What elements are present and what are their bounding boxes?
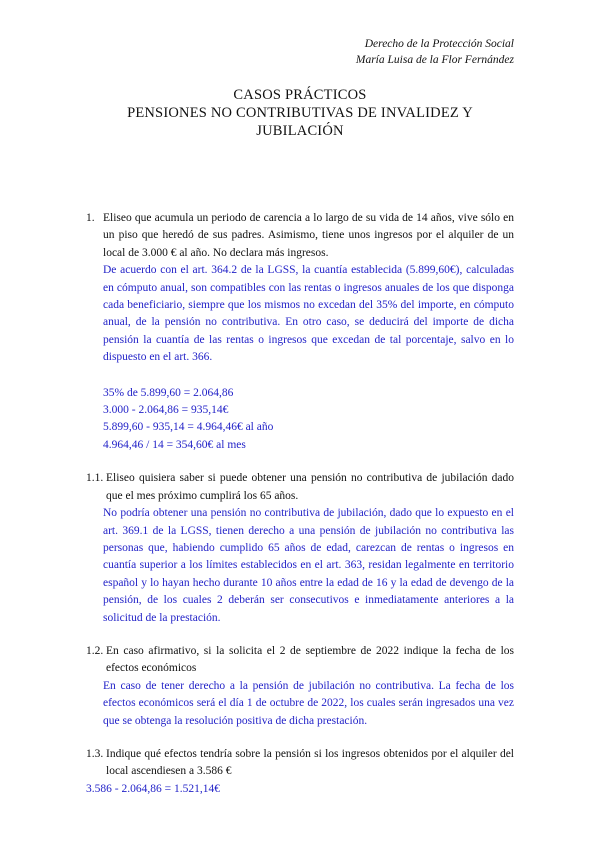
calculation-line: 3.000 - 2.064,86 = 935,14€ xyxy=(103,404,229,417)
question-number: 1.2. xyxy=(86,644,104,657)
spacer xyxy=(86,627,514,643)
document-body xyxy=(86,210,514,798)
author-name: María Luisa de la Flor Fernández xyxy=(355,54,514,66)
spacer xyxy=(86,367,514,385)
course-name: Derecho de la Protección Social xyxy=(364,38,514,50)
calculation-block xyxy=(103,385,514,455)
question-1-2 xyxy=(86,643,514,678)
question-text: Eliseo que acumula un periodo de carencia a lo largo de su vida de 14 años, vive sólo en un piso que heredó de sus padres. Asimismo, tiene unos ingresos por el alquiler de un local de 3.000 € al año. No declara más ingresos. xyxy=(103,212,514,259)
question-1-1 xyxy=(86,470,514,505)
calculation-line: 35% de 5.899,60 = 2.064,86 xyxy=(103,386,234,399)
title-line-3: JUBILACIÓN xyxy=(256,123,344,139)
question-text: En caso afirmativo, si la solicita el 2 de septiembre de 2022 indique la fecha de los efectos económicos xyxy=(106,644,514,675)
question-text: Eliseo quisiera saber si puede obtener una pensión no contributiva de jubilación dado que el mes próximo cumplirá los 65 años. xyxy=(106,472,514,502)
question-1-3 xyxy=(86,746,514,781)
title-line-2: PENSIONES NO CONTRIBUTIVAS DE INVALIDEZ Y xyxy=(127,105,473,121)
spacer xyxy=(86,730,514,746)
answer-1-1: No podría obtener una pensión no contributiva de jubilación, dado que lo expuesto en el art. 369.1 de la LGSS, tienen derecho a una pensión de jubilación no contributiva las personas que, habiendo cumplido 65 años de edad, carezcan de rentas o ingresos en cuantía superior a los límites establecidos en el art. 363, residan legalmente en territorio español y lo hayan hecho durante 10 años entre la edad de 16 y la edad de devengo de la pensión, de los cuales 2 deberán ser consecutivos e inmediatamente anteriores a la solicitud de la prestación. xyxy=(103,507,514,624)
document-header xyxy=(356,36,514,68)
question-number: 1. xyxy=(86,212,95,224)
document-title xyxy=(0,86,600,140)
question-1 xyxy=(86,210,514,262)
spacer xyxy=(86,454,514,470)
question-number: 1.3. xyxy=(86,747,104,760)
answer-1-2: En caso de tener derecho a la pensión de jubilación no contributiva. La fecha de los efectos económicos será el día 1 de octubre de 2022, los cuales serán ingresados una vez que se obtenga la resolución positiva de dicha prestación. xyxy=(103,679,514,727)
title-line-1: CASOS PRÁCTICOS xyxy=(233,87,367,103)
answer-1-3: 3.586 - 2.064,86 = 1.521,14€ xyxy=(86,782,220,795)
question-number: 1.1. xyxy=(86,472,104,485)
answer-1: De acuerdo con el art. 364.2 de la LGSS, la cuantía establecida (5.899,60€), calculadas en cómputo anual, son compatibles con las rentas o ingresos anuales de los que disponga cada beneficiario, siempre que los mismos no excedan del 35% del importe, en cómputo anual, de la pensión no contributiva. En otro caso, se deducirá del importe de dicha pensión la cuantía de las rentas o ingresos que excedan de tal porcentaje, salvo en lo dispuesto en el art. 366. xyxy=(103,264,514,364)
calculation-line: 5.899,60 - 935,14 = 4.964,46€ al año xyxy=(103,421,274,434)
question-text: Indique qué efectos tendría sobre la pensión si los ingresos obtenidos por el alquiler del local ascendiesen a 3.586 € xyxy=(106,747,514,778)
calculation-line: 4.964,46 / 14 = 354,60€ al mes xyxy=(103,438,246,451)
